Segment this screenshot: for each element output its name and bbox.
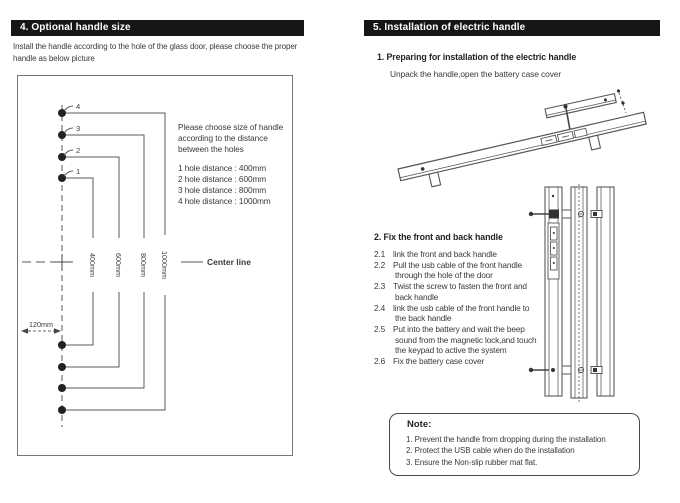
fix-title: 2. Fix the front and back handle xyxy=(374,232,503,242)
step-number: 2.2 xyxy=(374,259,386,270)
dim-800mm: 800mm xyxy=(139,253,148,277)
step-text: sound from the magnetic lock,and touch xyxy=(395,334,537,345)
note-items xyxy=(406,434,606,468)
battery-compartment xyxy=(548,223,559,279)
distance-line-4: 4 hole distance : 1000mm xyxy=(178,195,271,206)
step-number: 2.4 xyxy=(374,302,386,313)
step-number: 2.6 xyxy=(374,356,386,367)
center-cross xyxy=(54,254,70,270)
note-box xyxy=(389,413,640,476)
center-line-label: Center line xyxy=(207,257,251,267)
step-2-5-cont xyxy=(374,345,549,356)
size-note xyxy=(178,122,296,207)
prep-title: 1. Preparing for installation of the electric handle xyxy=(377,52,577,62)
handle-bar xyxy=(398,112,649,193)
unpack-handle-diagram xyxy=(392,84,654,192)
distance-line-3: 3 hole distance : 800mm xyxy=(178,184,267,195)
dim-600mm: 600mm xyxy=(114,253,123,277)
note-title: Note: xyxy=(407,419,432,430)
handle-foot-right xyxy=(589,135,601,150)
step-text: Pull the usb cable of the front handle xyxy=(393,259,522,270)
step-text: link the front and back handle xyxy=(393,249,497,259)
step-number: 2.3 xyxy=(374,281,386,292)
edge-distance-dimension xyxy=(21,320,61,334)
hole-number-3: 3 xyxy=(76,124,81,133)
intro-text xyxy=(13,41,297,64)
step-2-5 xyxy=(374,324,549,335)
step-2-2-cont xyxy=(374,270,549,281)
back-handle-bar xyxy=(597,187,614,396)
step-text: Fix the battery case cover xyxy=(393,356,485,367)
step-2-6 xyxy=(374,356,549,367)
step-2-3-cont xyxy=(374,292,549,303)
step-2-5-cont xyxy=(374,335,549,346)
handle-assembly-diagram xyxy=(525,183,665,403)
edge-distance-label: 120mm xyxy=(29,320,53,329)
step-text: Put into the battery and wait the beep xyxy=(393,323,525,334)
top-screw-assembly xyxy=(529,195,602,219)
step-text: through the hole of the door xyxy=(395,270,493,281)
prep-body: Unpack the handle,open the battery case cover xyxy=(390,69,562,79)
step-number: 2.5 xyxy=(374,323,386,334)
step-text: link the usb cable of the front handle to xyxy=(393,302,530,313)
note-item-1: 1. Prevent the handle from dropping during the installation xyxy=(406,435,606,444)
step-2-4 xyxy=(374,303,549,314)
step-2-2 xyxy=(374,260,549,271)
cover-alignment-guides xyxy=(617,89,626,113)
step-2-3 xyxy=(374,281,549,292)
installation-steps xyxy=(374,249,549,367)
step-2-1 xyxy=(374,249,549,260)
dim-400mm: 400mm xyxy=(88,253,97,277)
step-number: 2.1 xyxy=(374,249,386,259)
distance-line-2: 2 hole distance : 600mm xyxy=(178,174,267,185)
step-text: the back handle xyxy=(395,313,452,324)
step-2-4-cont xyxy=(374,313,549,324)
intro-line-2: handle as below picture xyxy=(13,53,95,63)
hole-number-1: 1 xyxy=(76,167,81,176)
section-header-optional-handle-size: 4. Optional handle size xyxy=(11,20,304,36)
step-text: back handle xyxy=(395,291,439,302)
distance-dimension-labels xyxy=(87,235,171,295)
hole-number-2: 2 xyxy=(76,146,81,155)
note-item-2: 2. Protect the USB cable when do the installation xyxy=(406,446,575,456)
handle-foot-left xyxy=(429,172,441,187)
size-note-line: according to the distance xyxy=(178,132,268,143)
bottom-screw-assembly xyxy=(529,366,602,374)
step-text: the keypad to active the system xyxy=(395,345,507,356)
section-header-installation: 5. Installation of electric handle xyxy=(364,20,660,36)
battery-case-cover xyxy=(545,94,616,118)
note-item-3: 3. Ensure the Non-slip rubber mat flat. xyxy=(406,457,538,467)
size-note-line: Please choose size of handle xyxy=(178,122,284,132)
distance-line-1: 1 hole distance : 400mm xyxy=(178,163,267,174)
dim-1000mm: 1000mm xyxy=(160,251,169,279)
hole-number-4: 4 xyxy=(76,102,81,111)
hole-number-leaders xyxy=(64,106,73,176)
size-note-line: between the holes xyxy=(178,143,244,154)
intro-line-1: Install the handle according to the hole of the glass door, please choose the proper xyxy=(13,42,298,51)
step-text: Twist the screw to fasten the front and xyxy=(393,281,527,292)
